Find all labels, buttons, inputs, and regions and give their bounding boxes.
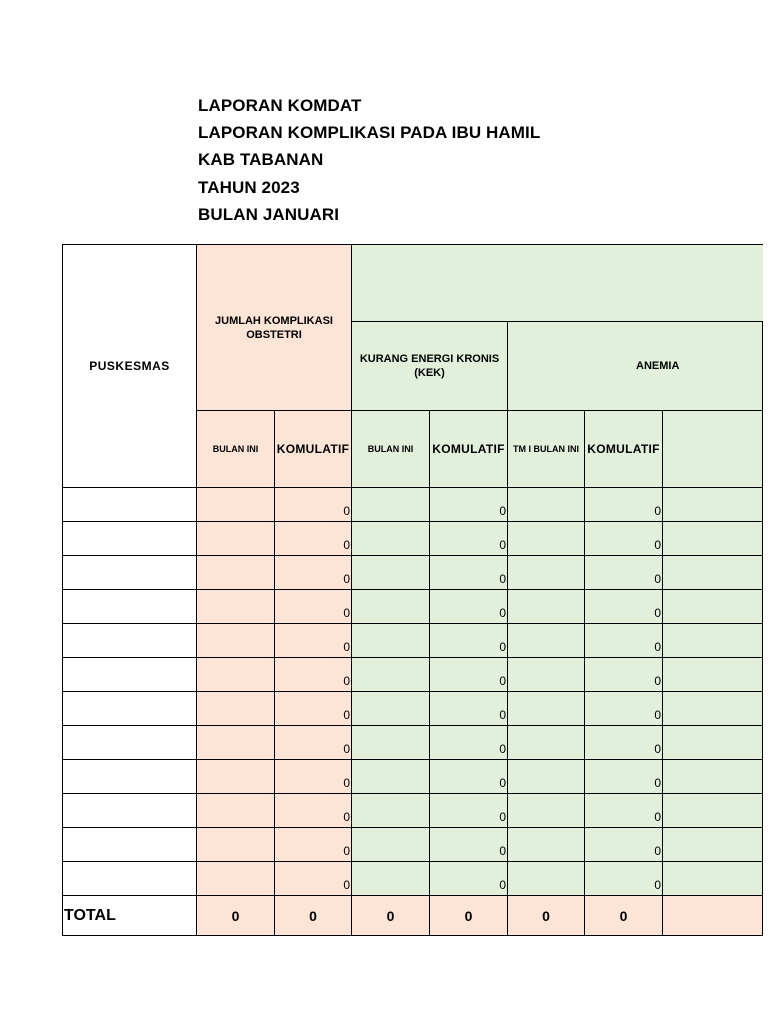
cell-jk-komulatif: 0 [275, 828, 352, 862]
sub-jk-komulatif: KOMULATIF [275, 411, 352, 488]
table-row [63, 658, 763, 692]
table-row [63, 624, 763, 658]
cell-jk-bulan-ini [197, 760, 275, 794]
cell-kek-bulan-ini [352, 862, 430, 896]
total-kek-bulan-ini: 0 [352, 896, 430, 936]
cell-jk-bulan-ini [197, 828, 275, 862]
cell-kek-komulatif: 0 [430, 488, 508, 522]
cell-an-komulatif: 0 [585, 726, 663, 760]
cell-kek-bulan-ini [352, 522, 430, 556]
cell-puskesmas [63, 590, 197, 624]
cell-jk-komulatif: 0 [275, 590, 352, 624]
cell-kek-komulatif: 0 [430, 658, 508, 692]
cell-puskesmas [63, 862, 197, 896]
table-row [63, 794, 763, 828]
title-line-3: KAB TABANAN [198, 150, 324, 170]
cell-kek-bulan-ini [352, 488, 430, 522]
cell-an-tm1 [508, 556, 585, 590]
cell-jk-komulatif: 0 [275, 726, 352, 760]
cell-kek-komulatif: 0 [430, 862, 508, 896]
cell-kek-bulan-ini [352, 590, 430, 624]
cell-puskesmas [63, 556, 197, 590]
cell-jk-komulatif: 0 [275, 692, 352, 726]
cell-an-komulatif: 0 [585, 590, 663, 624]
report-title-block [198, 92, 540, 228]
cell-an-extra [663, 556, 763, 590]
cell-puskesmas [63, 726, 197, 760]
cell-jk-bulan-ini [197, 692, 275, 726]
cell-jk-komulatif: 0 [275, 794, 352, 828]
cell-jk-bulan-ini [197, 862, 275, 896]
cell-an-extra [663, 488, 763, 522]
cell-an-komulatif: 0 [585, 658, 663, 692]
cell-kek-bulan-ini [352, 556, 430, 590]
cell-jk-bulan-ini [197, 658, 275, 692]
cell-puskesmas [63, 522, 197, 556]
cell-jk-komulatif: 0 [275, 760, 352, 794]
cell-kek-komulatif: 0 [430, 692, 508, 726]
cell-an-komulatif: 0 [585, 522, 663, 556]
cell-kek-komulatif: 0 [430, 794, 508, 828]
total-an-extra [663, 896, 763, 936]
table-row [63, 862, 763, 896]
total-row [63, 896, 763, 936]
cell-an-tm1 [508, 692, 585, 726]
sub-an-tm1: TM I BULAN INI [508, 411, 585, 488]
header-top-green-band [352, 245, 763, 322]
cell-kek-bulan-ini [352, 794, 430, 828]
cell-an-tm1 [508, 794, 585, 828]
cell-jk-komulatif: 0 [275, 488, 352, 522]
cell-an-extra [663, 624, 763, 658]
cell-jk-bulan-ini [197, 522, 275, 556]
table-row [63, 522, 763, 556]
cell-kek-komulatif: 0 [430, 556, 508, 590]
header-puskesmas: PUSKESMAS [63, 245, 197, 488]
cell-an-tm1 [508, 726, 585, 760]
cell-jk-bulan-ini [197, 590, 275, 624]
cell-kek-bulan-ini [352, 658, 430, 692]
cell-an-extra [663, 862, 763, 896]
cell-an-tm1 [508, 590, 585, 624]
cell-puskesmas [63, 692, 197, 726]
cell-an-tm1 [508, 828, 585, 862]
total-an-tm1: 0 [508, 896, 585, 936]
cell-an-tm1 [508, 522, 585, 556]
table-row [63, 692, 763, 726]
cell-an-extra [663, 658, 763, 692]
cell-an-komulatif: 0 [585, 624, 663, 658]
report-table-wrapper [62, 244, 680, 935]
table-row [63, 760, 763, 794]
header-anemia: ANEMIA [508, 322, 763, 411]
table-row [63, 556, 763, 590]
cell-an-komulatif: 0 [585, 488, 663, 522]
cell-kek-bulan-ini [352, 692, 430, 726]
total-an-komulatif: 0 [585, 896, 663, 936]
cell-an-extra [663, 692, 763, 726]
cell-an-tm1 [508, 760, 585, 794]
sub-jk-bulan-ini: BULAN INI [197, 411, 275, 488]
cell-jk-komulatif: 0 [275, 556, 352, 590]
cell-an-komulatif: 0 [585, 828, 663, 862]
table-row [63, 590, 763, 624]
cell-an-komulatif: 0 [585, 556, 663, 590]
cell-jk-bulan-ini [197, 556, 275, 590]
cell-kek-bulan-ini [352, 726, 430, 760]
cell-jk-komulatif: 0 [275, 624, 352, 658]
table-row [63, 828, 763, 862]
cell-an-komulatif: 0 [585, 760, 663, 794]
cell-jk-bulan-ini [197, 726, 275, 760]
cell-jk-bulan-ini [197, 488, 275, 522]
cell-kek-bulan-ini [352, 828, 430, 862]
cell-jk-komulatif: 0 [275, 658, 352, 692]
sub-kek-bulan-ini: BULAN INI [352, 411, 430, 488]
cell-puskesmas [63, 760, 197, 794]
cell-kek-bulan-ini [352, 760, 430, 794]
header-jumlah-komplikasi: JUMLAH KOMPLIKASI OBSTETRI [197, 245, 352, 411]
cell-kek-komulatif: 0 [430, 624, 508, 658]
header-kek: KURANG ENERGI KRONIS (KEK) [352, 322, 508, 411]
total-jk-bulan-ini: 0 [197, 896, 275, 936]
cell-puskesmas [63, 624, 197, 658]
table-row [63, 726, 763, 760]
cell-an-tm1 [508, 488, 585, 522]
cell-jk-komulatif: 0 [275, 522, 352, 556]
cell-puskesmas [63, 828, 197, 862]
total-jk-komulatif: 0 [275, 896, 352, 936]
total-kek-komulatif: 0 [430, 896, 508, 936]
cell-an-extra [663, 726, 763, 760]
sub-kek-komulatif: KOMULATIF [430, 411, 508, 488]
cell-an-extra [663, 590, 763, 624]
total-label: TOTAL [63, 896, 197, 936]
cell-kek-komulatif: 0 [430, 590, 508, 624]
cell-an-extra [663, 760, 763, 794]
table-row [63, 488, 763, 522]
cell-an-tm1 [508, 624, 585, 658]
title-line-5: BULAN JANUARI [198, 204, 340, 224]
cell-puskesmas [63, 794, 197, 828]
cell-jk-komulatif: 0 [275, 862, 352, 896]
cell-kek-komulatif: 0 [430, 522, 508, 556]
title-line-4: TAHUN 2023 [198, 177, 300, 197]
cell-an-extra [663, 794, 763, 828]
sub-an-extra [663, 411, 763, 488]
cell-an-extra [663, 522, 763, 556]
cell-kek-bulan-ini [352, 624, 430, 658]
cell-an-tm1 [508, 658, 585, 692]
cell-jk-bulan-ini [197, 624, 275, 658]
cell-an-extra [663, 828, 763, 862]
sub-an-komulatif: KOMULATIF [585, 411, 663, 488]
cell-an-komulatif: 0 [585, 794, 663, 828]
cell-puskesmas [63, 488, 197, 522]
cell-puskesmas [63, 658, 197, 692]
cell-an-komulatif: 0 [585, 692, 663, 726]
title-line-2: LAPORAN KOMPLIKASI PADA IBU HAMIL [198, 123, 541, 143]
cell-kek-komulatif: 0 [430, 760, 508, 794]
cell-an-tm1 [508, 862, 585, 896]
cell-an-komulatif: 0 [585, 862, 663, 896]
report-table [62, 244, 763, 936]
cell-kek-komulatif: 0 [430, 828, 508, 862]
title-line-1: LAPORAN KOMDAT [198, 96, 362, 115]
cell-jk-bulan-ini [197, 794, 275, 828]
cell-kek-komulatif: 0 [430, 726, 508, 760]
